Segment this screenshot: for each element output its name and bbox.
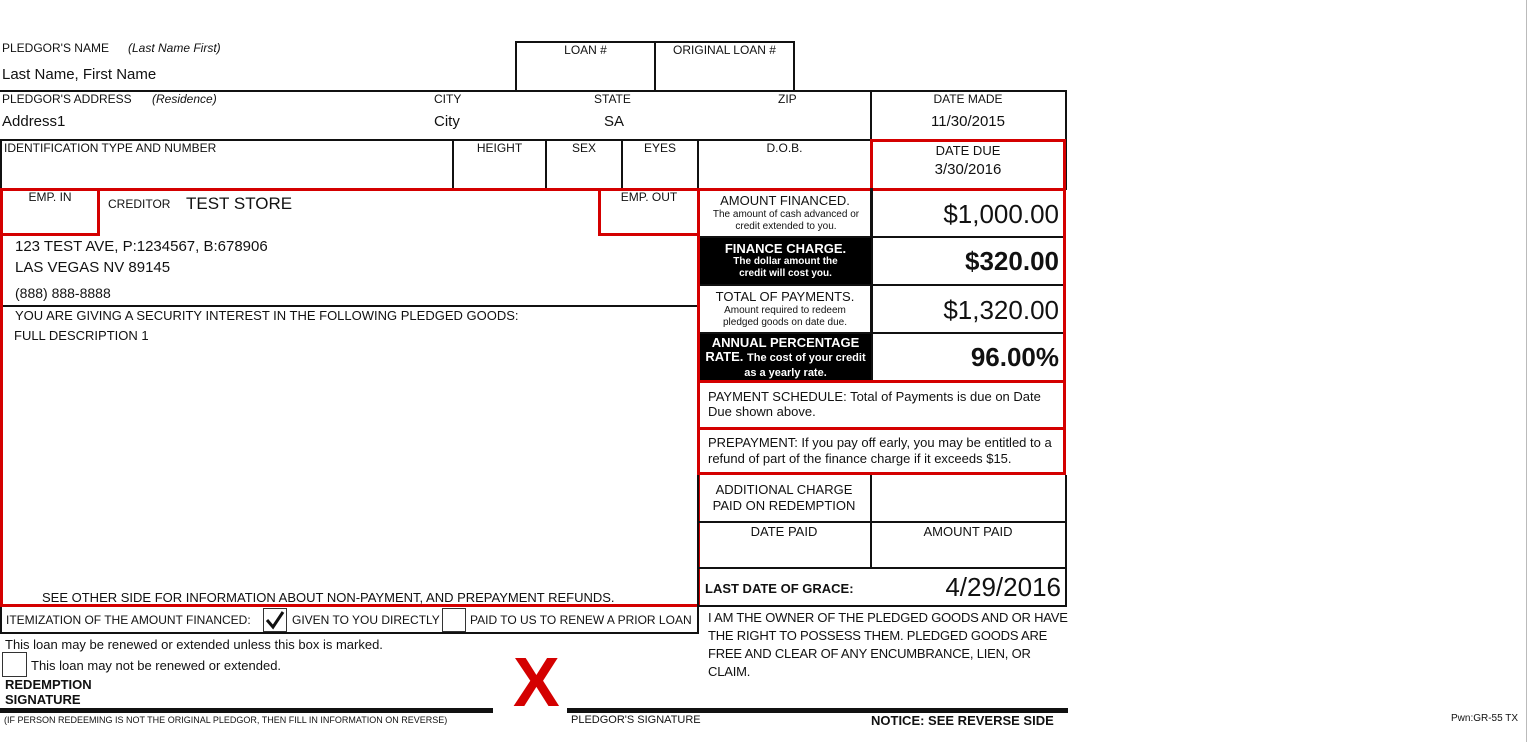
loan-number-label: LOAN # [564, 43, 607, 57]
itemization-label: ITEMIZATION OF THE AMOUNT FINANCED: [6, 613, 251, 627]
emp-out-label: EMP. OUT [620, 190, 678, 204]
height-label: HEIGHT [476, 141, 523, 155]
paid-to-us-label: PAID TO US TO RENEW A PRIOR LOAN [470, 613, 692, 627]
prepayment-text: PREPAYMENT: If you pay off early, you may be entitled to a refund of part of the finance charge if it exceeds $15. [708, 435, 1052, 466]
creditor-address-line2: LAS VEGAS NV 89145 [15, 259, 171, 276]
redemption-line-3 [697, 605, 1067, 607]
signature-x-mark: X [513, 643, 560, 721]
checkmark-icon [264, 609, 286, 631]
address-value[interactable]: Address1 [2, 113, 66, 130]
pledgor-name-label: PLEDGOR'S NAME [2, 41, 109, 55]
pledgor-name-value[interactable]: Last Name, First Name [2, 66, 157, 83]
redemption-line-2 [697, 567, 1067, 569]
pledgor-signature-label: PLEDGOR'S SIGNATURE [571, 714, 701, 726]
grace-label: LAST DATE OF GRACE: [705, 581, 854, 596]
address-hint: (Residence) [152, 92, 217, 106]
apr-header [700, 334, 871, 380]
apr-title-desc [700, 336, 871, 380]
pledgor-name-hint: (Last Name First) [128, 41, 221, 55]
apr-value: 96.00% [970, 342, 1059, 372]
finance-charge-value: $320.00 [965, 246, 1059, 276]
renew-note: This loan may be renewed or extended unless this box is marked. [5, 637, 383, 652]
zip-label: ZIP [778, 92, 797, 106]
no-renew-label: This loan may not be renewed or extended. [31, 658, 282, 673]
sex-label: SEX [571, 141, 596, 155]
address-label: PLEDGOR'S ADDRESS [2, 92, 132, 106]
date-paid-label: DATE PAID [750, 524, 818, 539]
date-due-value[interactable]: 3/30/2016 [934, 161, 1002, 178]
finance-charge-desc: The dollar amount the credit will cost you. [733, 256, 838, 279]
goods-intro: YOU ARE GIVING A SECURITY INTEREST IN THE FOLLOWING PLEDGED GOODS: [15, 308, 519, 323]
amount-paid-label: AMOUNT PAID [923, 524, 1013, 539]
itemization-bottom-line [0, 632, 699, 634]
amount-financed-value: $1,000.00 [943, 199, 1059, 229]
city-value[interactable]: City [434, 113, 460, 130]
total-payments-desc: Amount required to redeem pledged goods on date due. [723, 305, 847, 328]
emp-in-bottom-line [3, 233, 99, 236]
amount-financed-desc: The amount of cash advanced or credit extended to you. [712, 209, 860, 232]
finance-charge-title: FINANCE CHARGE. [724, 241, 847, 256]
goods-footer-note: SEE OTHER SIDE FOR INFORMATION ABOUT NON-PAYMENT, AND PREPAYMENT REFUNDS. [42, 590, 615, 605]
paid-to-us-checkbox[interactable] [442, 608, 466, 632]
date-made-label: DATE MADE [933, 92, 1003, 106]
goods-description[interactable]: FULL DESCRIPTION 1 [14, 328, 149, 343]
given-directly-checkbox[interactable] [263, 608, 287, 632]
eyes-label: EYES [643, 141, 676, 155]
no-renew-checkbox[interactable] [2, 652, 27, 677]
finance-charge-header [700, 238, 871, 284]
state-value[interactable]: SA [604, 113, 625, 130]
creditor-name: TEST STORE [186, 194, 293, 213]
itemization-left-line [0, 607, 2, 633]
city-label: CITY [434, 92, 462, 106]
goods-top-line [3, 305, 698, 307]
notice-reverse: NOTICE: SEE REVERSE SIDE [871, 713, 1054, 728]
redemption-signature-line[interactable] [0, 708, 493, 713]
redemption-right-line [1065, 475, 1067, 607]
disc-line-2 [700, 284, 1063, 286]
creditor-address-line1: 123 TEST AVE, P:1234567, B:678906 [15, 238, 268, 255]
creditor-label: CREDITOR [108, 197, 171, 211]
grace-value: 4/29/2016 [945, 572, 1061, 602]
total-payments-value: $1,320.00 [943, 295, 1059, 325]
creditor-phone: (888) 888-8888 [15, 285, 111, 301]
total-payments-title: TOTAL OF PAYMENTS. [715, 289, 855, 304]
page-right-edge [1526, 0, 1527, 742]
date-made-value[interactable]: 11/30/2015 [931, 113, 1005, 130]
redemption-left-line [697, 475, 699, 607]
disc-line-4 [700, 380, 1063, 383]
redemption-line-1 [697, 521, 1067, 523]
apr-title: ANNUAL PERCENTAGE RATE. [705, 335, 860, 364]
date-due-label: DATE DUE [935, 143, 1001, 158]
given-directly-label: GIVEN TO YOU DIRECTLY [292, 613, 440, 627]
left-border-row3 [0, 139, 2, 189]
state-label: STATE [594, 92, 631, 106]
emp-in-label: EMP. IN [28, 190, 72, 204]
redemption-note: (IF PERSON REDEEMING IS NOT THE ORIGINAL PLEDGOR, THEN FILL IN INFORMATION ON REVERSE) [4, 715, 448, 725]
creditor-top-red-line [97, 188, 601, 191]
owner-statement: I AM THE OWNER OF THE PLEDGED GOODS AND OR HAVE THE RIGHT TO POSSESS THEM. PLEDGED GOODS ARE FREE AND CLEAR OF ANY ENCUMBRANCE, LIEN, OR CLAIM. [708, 610, 1068, 679]
form-id: Pwn:GR-55 TX [1451, 713, 1519, 724]
payment-schedule: PAYMENT SCHEDULE: Total of Payments is due on Date Due shown above. [708, 389, 1041, 419]
amount-financed-title: AMOUNT FINANCED. [720, 193, 850, 208]
apr-desc: The cost of your credit as a yearly rate. [744, 352, 866, 379]
additional-charge-label: ADDITIONAL CHARGE PAID ON REDEMPTION [712, 482, 856, 513]
itemization-right-line [697, 607, 699, 633]
id-label: IDENTIFICATION TYPE AND NUMBER [4, 141, 217, 155]
redemption-signature-label: REDEMPTION SIGNATURE [5, 677, 92, 707]
original-loan-label: ORIGINAL LOAN # [673, 43, 776, 57]
disc-line-5 [700, 427, 1063, 430]
dob-label: D.O.B. [766, 141, 803, 155]
